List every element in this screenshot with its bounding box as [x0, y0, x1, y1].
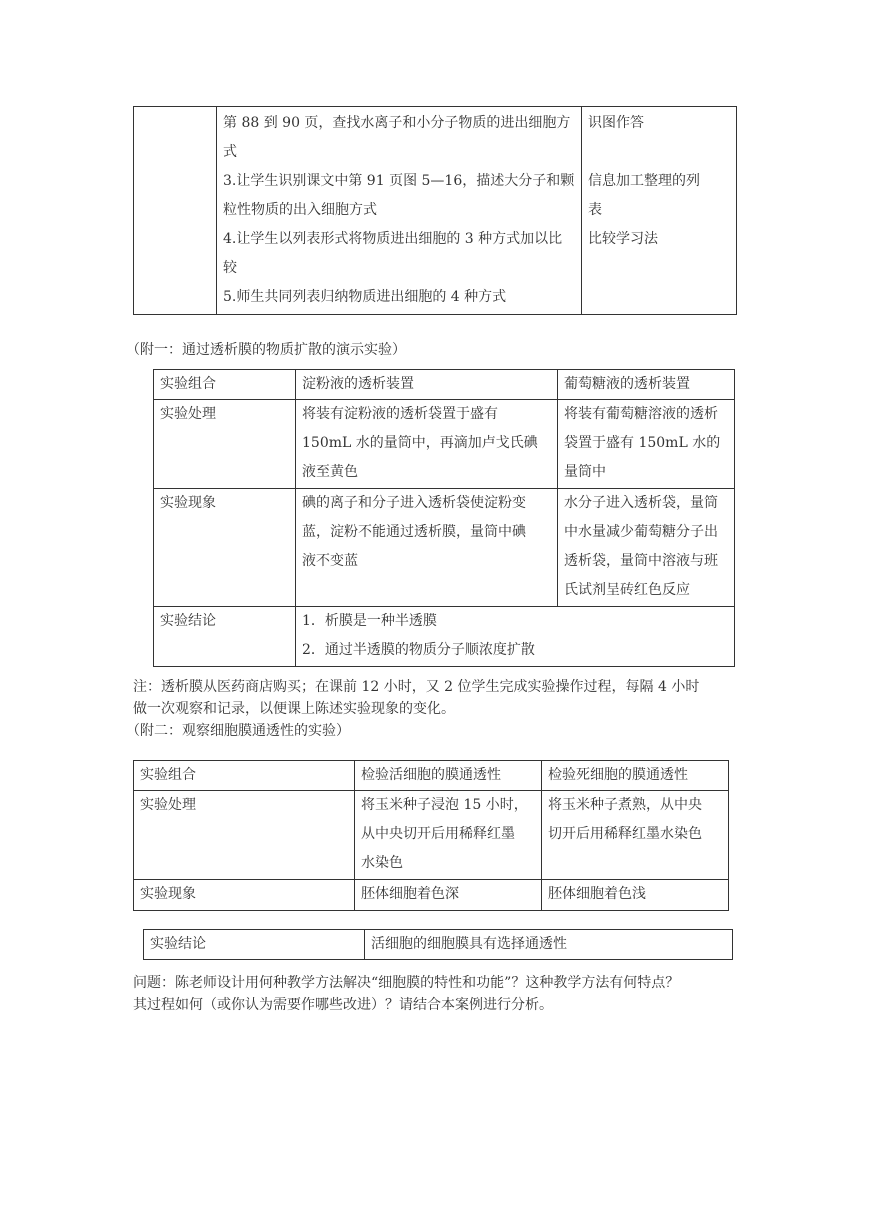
table-cell — [558, 489, 735, 607]
question-line: 其过程如何（或你认为需要作哪些改进）？请结合本案例进行分析。 — [133, 997, 553, 1013]
step-line: 第 88 到 90 页，查找水离子和小分子物质的进出细胞方 — [223, 115, 571, 131]
conclusion-cell: 活细胞的细胞膜具有选择通透性 — [365, 930, 733, 960]
step-line: 4.让学生以列表形式将物质进出细胞的 3 种方式加以比 — [223, 231, 563, 247]
question-line: 问题：陈老师设计用何种教学方法解决“细胞膜的特性和功能”？这种教学方法有何特点？ — [133, 975, 680, 991]
row-label: 实验现象 — [154, 489, 296, 607]
table-cell — [355, 791, 542, 880]
row-label: 实验处理 — [154, 400, 296, 489]
row-label: 实验现象 — [134, 880, 355, 911]
appendix2-table — [133, 760, 729, 911]
cell-line: 将装有葡萄糖溶液的透析 — [564, 406, 718, 422]
cell-line: 从中央切开后用稀释红墨 — [361, 826, 515, 842]
cell-line: 中水量减少葡萄糖分子出 — [564, 524, 718, 540]
cell-line: 将玉米种子煮熟，从中央 — [548, 797, 702, 813]
row-label: 实验结论 — [154, 607, 296, 667]
conclusion-line: 1．析膜是一种半透膜 — [302, 613, 437, 629]
cell-line: 袋置于盛有 150mL 水的 — [564, 435, 721, 451]
method-line: 识图作答 — [588, 115, 644, 131]
row-label: 实验结论 — [144, 930, 365, 960]
note-line: 做一次观察和记录，以便课上陈述实验现象的变化。 — [133, 701, 455, 717]
cell-line: 将装有淀粉液的透析袋置于盛有 — [302, 406, 498, 422]
top-table — [133, 106, 737, 315]
table-cell: 胚体细胞着色浅 — [542, 880, 729, 911]
conclusion-line: 2．通过半透膜的物质分子顺浓度扩散 — [302, 642, 535, 658]
header-cell: 淀粉液的透析装置 — [296, 370, 558, 400]
step-line: 式 — [223, 144, 237, 160]
cell-line: 将玉米种子浸泡 15 小时， — [361, 797, 528, 813]
cell-line: 液至黄色 — [302, 464, 358, 480]
method-line: 表 — [588, 202, 602, 218]
step-line: 3.让学生识别课文中第 91 页图 5—16，描述大分子和颗 — [223, 173, 575, 189]
appendix1-heading: （附一：通过透析膜的物质扩散的演示实验） — [126, 342, 406, 358]
cell-line: 氏试剂呈砖红色反应 — [564, 582, 690, 598]
table-cell — [296, 400, 558, 489]
conclusion-cell — [296, 607, 735, 667]
top-table-methods-cell — [582, 107, 737, 315]
step-line: 较 — [223, 260, 237, 276]
cell-line: 切开后用稀释红墨水染色 — [548, 826, 702, 842]
appendix1-table — [153, 369, 735, 667]
top-table-empty-cell — [134, 107, 217, 315]
header-cell: 葡萄糖液的透析装置 — [558, 370, 735, 400]
header-cell: 检验活细胞的膜通透性 — [355, 761, 542, 791]
method-line — [588, 138, 730, 167]
top-table-steps-cell — [217, 107, 582, 315]
appendix2-conclusion-table — [143, 929, 733, 960]
note-line: 注：透析膜从医药商店购买；在课前 12 小时，又 2 位学生完成实验操作过程，每隔 4 小时 — [133, 679, 700, 695]
row-label: 实验处理 — [134, 791, 355, 880]
step-line: 5.师生共同列表归纳物质进出细胞的 4 种方式 — [223, 289, 507, 305]
header-cell: 实验组合 — [154, 370, 296, 400]
cell-line: 碘的离子和分子进入透析袋使淀粉变 — [302, 495, 526, 511]
appendix2-heading: （附二：观察细胞膜通透性的实验） — [126, 723, 350, 739]
table-cell — [558, 400, 735, 489]
header-cell: 检验死细胞的膜通透性 — [542, 761, 729, 791]
cell-line: 水染色 — [361, 855, 403, 871]
method-line: 比较学习法 — [588, 231, 658, 247]
table-cell — [542, 791, 729, 880]
cell-line: 透析袋，量筒中溶液与班 — [564, 553, 718, 569]
cell-line: 液不变蓝 — [302, 553, 358, 569]
cell-line: 150mL 水的量筒中，再滴加卢戈氏碘 — [302, 435, 538, 451]
cell-line: 量筒中 — [564, 464, 606, 480]
cell-line: 水分子进入透析袋，量筒 — [564, 495, 718, 511]
table-cell: 胚体细胞着色深 — [355, 880, 542, 911]
method-line: 信息加工整理的列 — [588, 173, 700, 189]
cell-line: 蓝，淀粉不能通过透析膜，量筒中碘 — [302, 524, 526, 540]
step-line: 粒性物质的出入细胞方式 — [223, 202, 377, 218]
table-cell — [296, 489, 558, 607]
header-cell: 实验组合 — [134, 761, 355, 791]
